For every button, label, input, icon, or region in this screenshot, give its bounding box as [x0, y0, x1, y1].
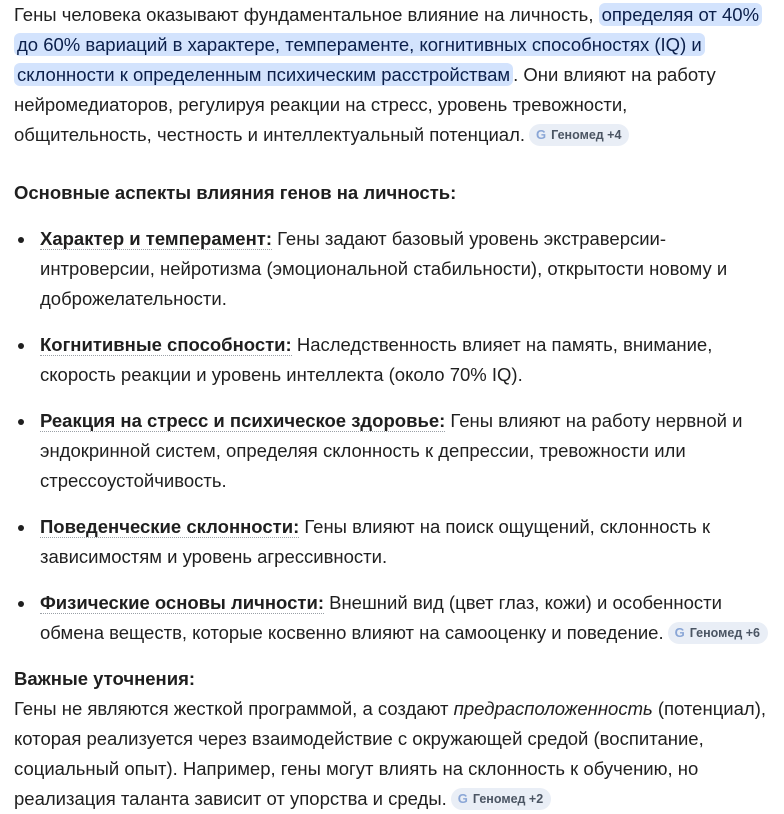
term-link[interactable]: Поведенческие склонности:: [40, 516, 300, 537]
list-item: [14, 588, 770, 648]
notes-heading: Важные уточнения:: [14, 668, 196, 689]
notes-paragraph: [14, 694, 770, 814]
item-text: Наследственность влияет на память, внимание, скорость реакции и уровень интеллекта (около 70% IQ).: [40, 334, 713, 385]
notes-text: Гены не являются жесткой программой, а создают: [14, 698, 454, 719]
list-item: [14, 330, 770, 390]
source-chip[interactable]: [451, 788, 551, 810]
item-text: Гены влияют на поиск ощущений, склонность к зависимостям и уровень агрессивности.: [40, 516, 711, 567]
google-icon: G: [457, 791, 468, 806]
google-icon: G: [674, 625, 685, 640]
aspects-list: [14, 224, 770, 648]
notes-text-after: (потенциал), которая реализуется через взаимодействие с окружающей средой (воспитание, социальный опыт). Например, гены могут влиять на склонность к обучению, но реализация таланта зависит от упорства и среды.: [14, 698, 767, 809]
term-link[interactable]: Характер и темперамент:: [40, 228, 272, 249]
list-item: [14, 406, 770, 496]
term-link[interactable]: Физические основы личности:: [40, 592, 324, 613]
aspects-heading: Основные аспекты влияния генов на личность:: [14, 182, 457, 203]
list-item: [14, 224, 770, 314]
source-chip-label: Геномед +6: [689, 626, 761, 640]
source-chip-label: Геномед +4: [551, 128, 622, 142]
source-chip[interactable]: [529, 124, 629, 146]
item-text: Гены задают базовый уровень экстраверсии-интроверсии, нейротизма (эмоциональной стабильности), открытости новому и доброжелательности.: [40, 228, 728, 309]
term-link[interactable]: Реакция на стресс и психическое здоровье:: [40, 410, 446, 431]
intro-paragraph: [14, 0, 770, 150]
emphasis-text: предрасположенность: [453, 698, 653, 719]
highlighted-statement[interactable]: определяя от 40% до 60% вариаций в характере, темпераменте, когнитивных способностях (IQ) и склонности к определенным психическим расстройствам: [14, 3, 762, 86]
intro-text: Гены человека оказывают фундаментальное влияние на личность,: [14, 4, 599, 25]
source-chip[interactable]: [668, 622, 768, 644]
item-text: Гены влияют на работу нервной и эндокринной систем, определяя склонность к депрессии, тревожности или стрессоустойчивость.: [40, 410, 743, 491]
list-item: [14, 512, 770, 572]
item-text: Внешний вид (цвет глаз, кожи) и особенности обмена веществ, которые косвенно влияют на самооценку и поведение.: [40, 592, 722, 643]
term-link[interactable]: Когнитивные способности:: [40, 334, 292, 355]
intro-text-after: . Они влияют на работу нейромедиаторов, регулируя реакции на стресс, уровень тревожности, общительность, честность и интеллектуальный потенциал.: [14, 64, 716, 145]
google-icon: G: [536, 127, 547, 142]
source-chip-label: Геномед +2: [472, 792, 544, 806]
